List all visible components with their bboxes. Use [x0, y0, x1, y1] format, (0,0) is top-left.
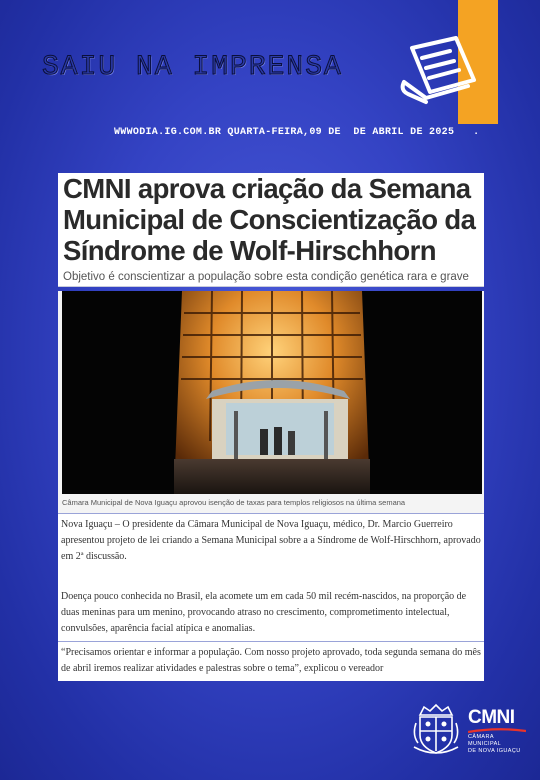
article-paragraph: Nova Iguaçu – O presidente da Câmara Municipal de Nova Iguaçu, médico, Dr. Marcio Guerreiro apresentou projeto de lei criando a Semana Municipal sobre a a Síndrome de Wolf-Hirschhorn, aprovado em 2ª discussão. [61, 519, 481, 562]
cmni-logo-line2: DE NOVA IGUAÇU [468, 748, 521, 754]
building-photo [62, 291, 482, 494]
article-header [58, 173, 484, 287]
photo-caption: Câmara Municipal de Nova Iguaçu aprovou isenção de taxas para templos religiosos na última semana [62, 498, 406, 507]
cmni-logo-line1: CÂMARA MUNICIPAL [468, 734, 502, 747]
article-quote: “Precisamos orientar e informar a população. Com nosso projeto aprovado, toda segunda semana do mês de abril iremos realizar atividades e palestras sobre o tema”, explicou o vereador [58, 641, 484, 681]
section-title: SAIU NA IMPRENSA [42, 52, 343, 83]
cmni-logo-word: CMNI [468, 707, 515, 728]
cmni-logo [468, 708, 528, 755]
article-photo-block [58, 291, 484, 513]
article-headline: CMNI aprova criação da Semana Municipal de Conscientização da Síndrome de Wolf-Hirschhorn [63, 173, 476, 266]
article-body [58, 513, 484, 681]
dateline: WWWODIA.IG.COM.BR QUARTA-FEIRA,09 DE DE ABRIL DE 2025 . [114, 127, 480, 138]
newspaper-icon [398, 36, 482, 108]
city-coat-of-arms-logo [412, 703, 460, 757]
article-paragraph: Doença pouco conhecida no Brasil, ela acomete um em cada 50 mil recém-nascidos, na proporção de duas meninas para um menino, provocando atraso no crescimento, comprometimento intelectual, convulsões, aparência facial atípica e anomalias. [61, 591, 467, 634]
article-subtitle: Objetivo é conscientizar a população sobre esta condição genética rara e grave [58, 266, 484, 287]
